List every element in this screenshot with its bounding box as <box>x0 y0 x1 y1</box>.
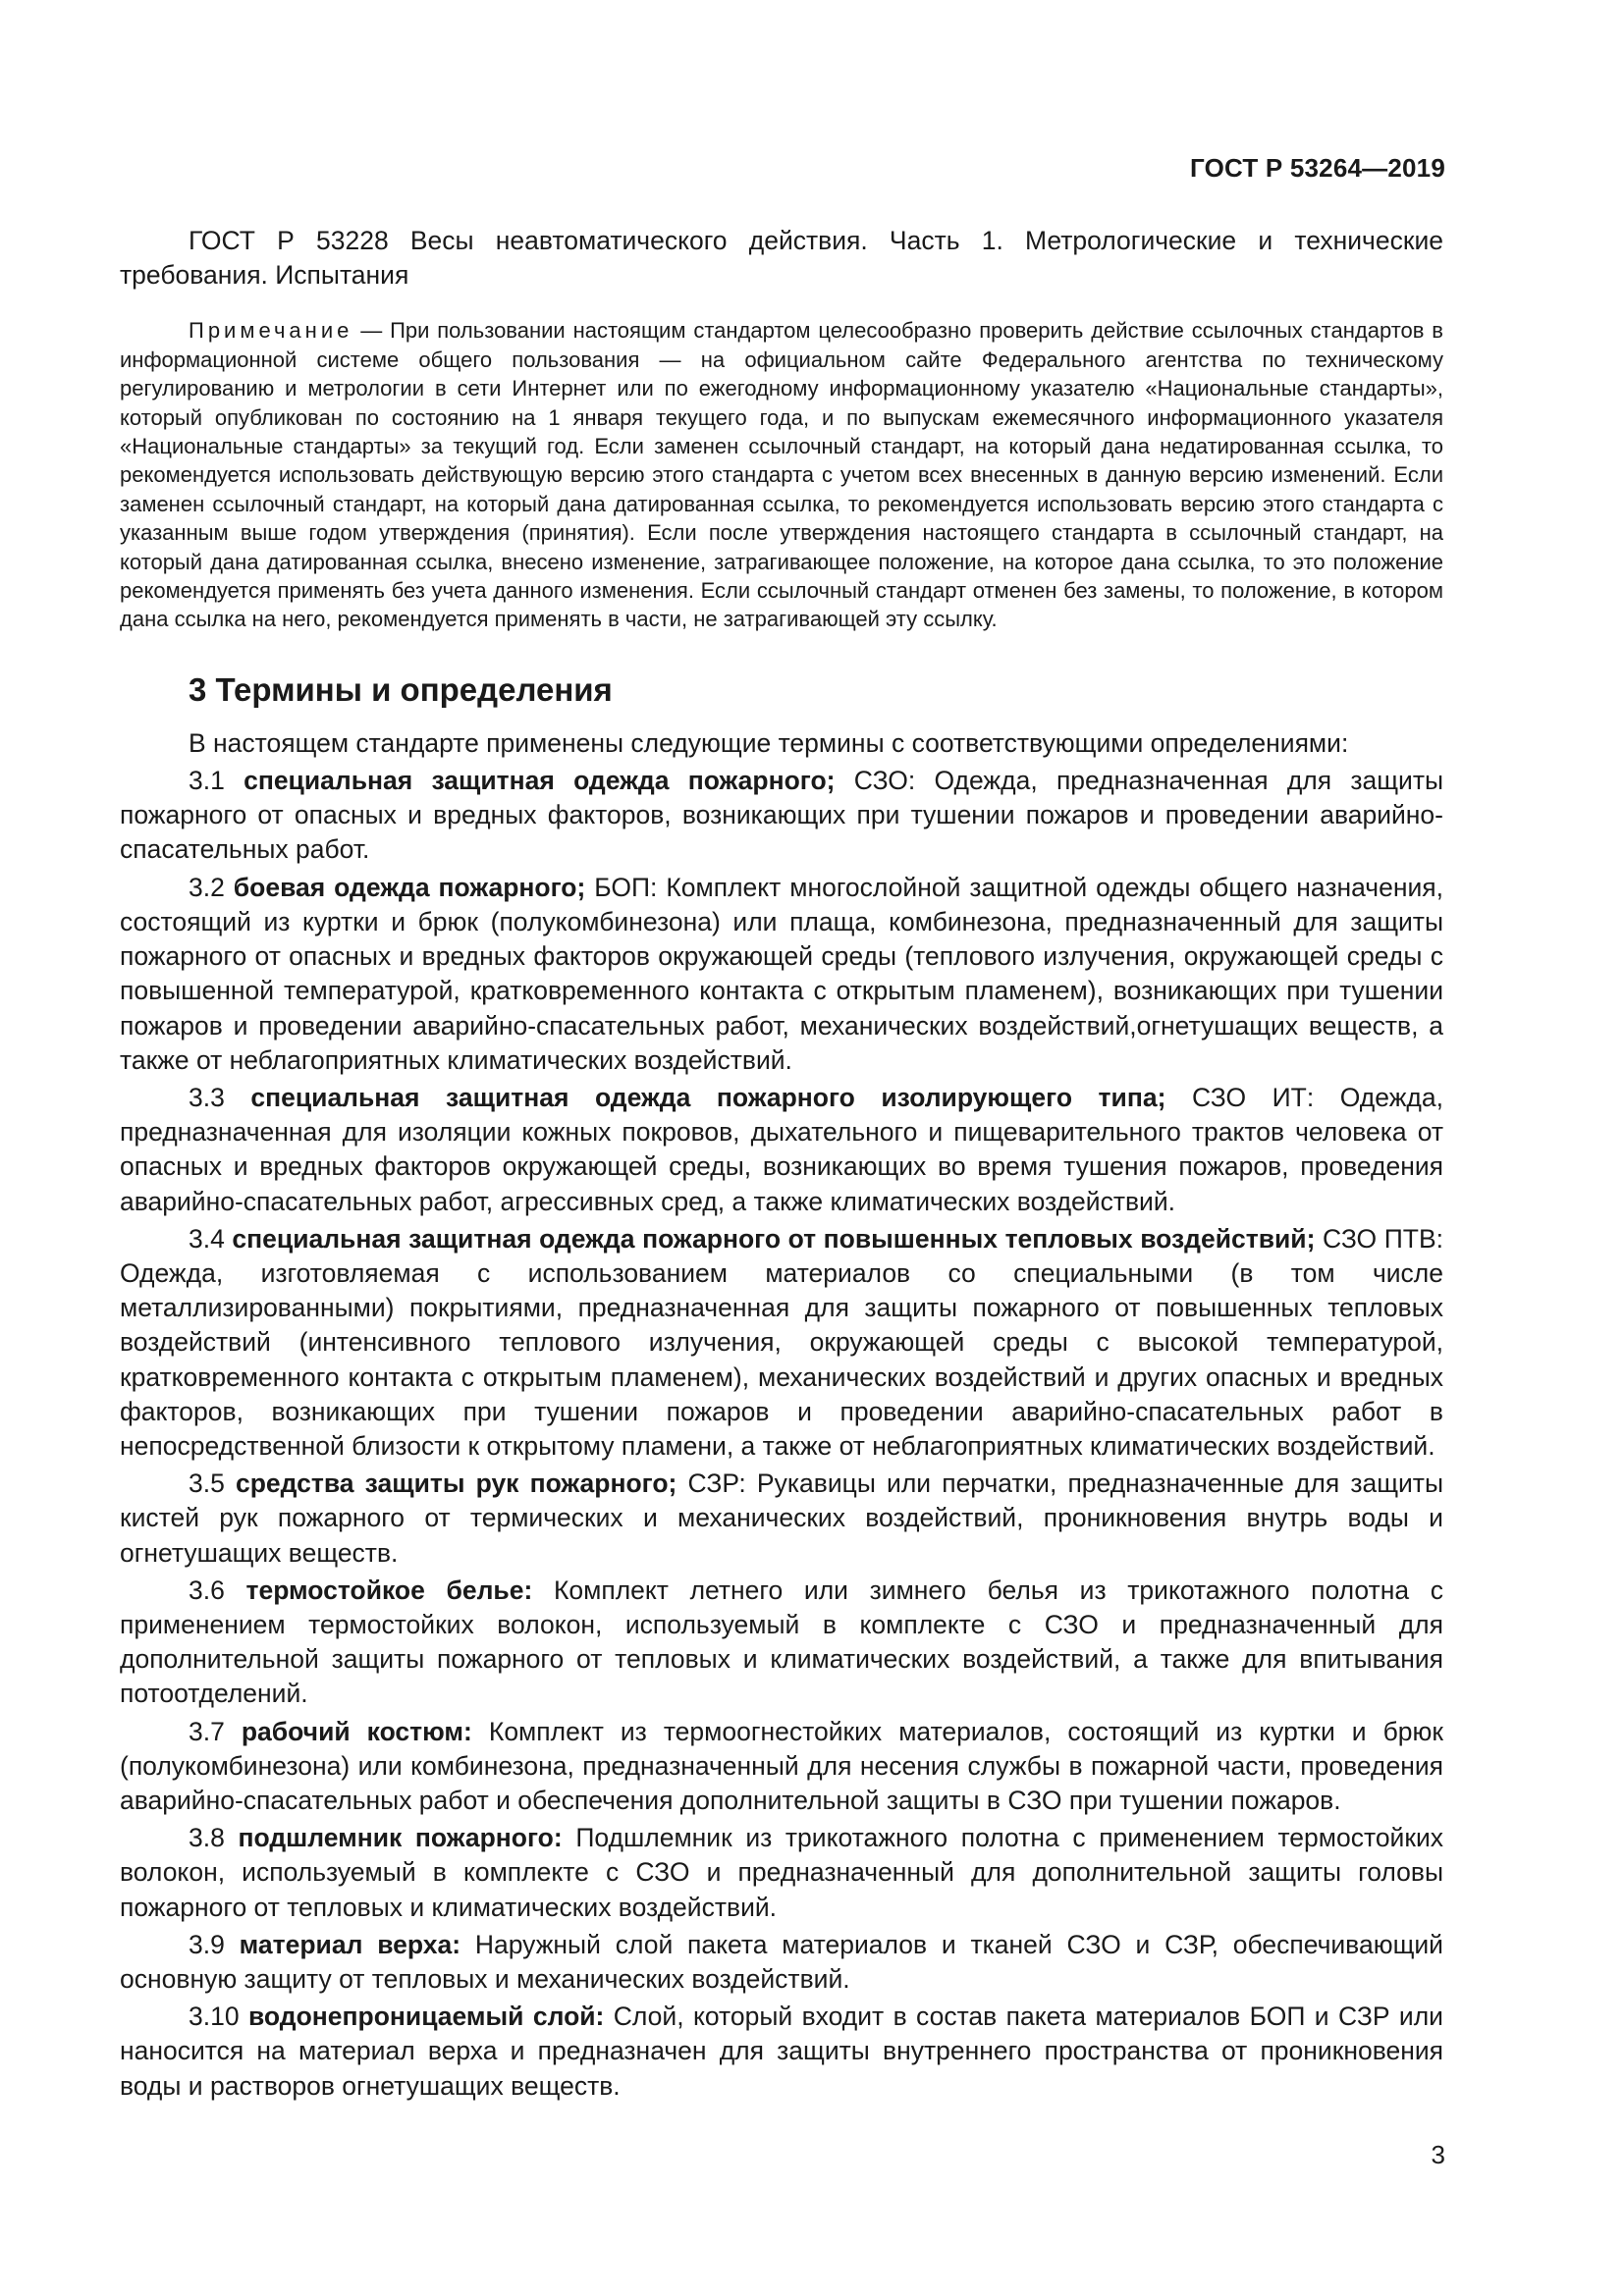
term-number: 3.9 <box>189 1929 240 1959</box>
term-entry <box>120 1222 1443 1464</box>
term-number: 3.10 <box>189 2002 248 2032</box>
normative-reference: ГОСТ Р 53228 Весы неавтоматического действия. Часть 1. Метрологические и технические требования. Испытания <box>120 226 1443 291</box>
term-number: 3.2 <box>189 872 234 902</box>
term-name: рабочий костюм: <box>241 1716 472 1746</box>
term-number: 3.5 <box>189 1468 236 1499</box>
term-number: 3.3 <box>189 1082 251 1112</box>
term-name: специальная защитная одежда пожарного от повышенных тепловых воздействий; <box>232 1223 1316 1254</box>
term-entry <box>120 871 1443 1078</box>
term-definition: Подшлемник из трикотажного полотна с применением термостойких волокон, используемый в комплекте с СЗО и предназначенный для дополнительной защиты головы пожарного от тепловых и климатических воздействий. <box>120 1823 1444 1922</box>
note-label: Примечание <box>189 318 353 344</box>
note-text: — При пользовании настоящим стандартом целесообразно проверить действие ссылочных стандартов в информационной системе общего пользования — на официальном сайте Федерального агентства по техническому регулированию и метрологии в сети Интернет или по ежегодному информационному указателю «Национальные стандарты», который опубликован по состоянию на 1 января текущего года, и по выпускам ежемесячного информационного указателя «Национальные стандарты» за текущий год. Если заменен ссылочный стандарт, на который дана недатированная ссылка, то рекомендуется использовать действующую версию этого стандарта с учетом всех внесенных в данную версию изменений. Если заменен ссылочный стандарт, на который дана датированная ссылка, то рекомендуется использовать версию этого стандарта с указанным выше годом утверждения (принятия). Если после утверждения настоящего стандарта в ссылочный стандарт, на который дана датированная ссылка, внесено изменение, затрагивающее положение, на которое дана ссылка, то это положение рекомендуется применять без учета данного изменения. Если ссылочный стандарт отменен без замены, то положение, в котором дана ссылка на него, рекомендуется применять в части, не затрагивающей эту ссылку. <box>120 318 1443 632</box>
note-paragraph <box>120 316 1443 633</box>
term-entry <box>120 1467 1443 1571</box>
term-number: 3.6 <box>189 1575 246 1605</box>
terms-list <box>120 764 1443 2104</box>
term-entry <box>120 1821 1443 1925</box>
section-heading: 3 Термины и определения <box>189 670 613 708</box>
term-name: средства защиты рук пожарного; <box>235 1468 677 1499</box>
term-number: 3.7 <box>189 1716 242 1746</box>
page-number: 3 <box>1431 2140 1445 2169</box>
term-number: 3.1 <box>189 766 244 796</box>
section-intro: В настоящем стандарте применены следующие термины с соответствующими определениями: <box>189 727 1349 758</box>
term-name: специальная защитная одежда пожарного; <box>244 766 836 796</box>
term-name: подшлемник пожарного: <box>238 1823 563 1853</box>
term-entry <box>120 764 1443 868</box>
term-entry <box>120 1574 1443 1712</box>
term-entry <box>120 2000 1443 2104</box>
term-definition: БОП: Комплект многослойной защитной одежды общего назначения, состоящий из куртки и брюк (полукомбинезона) или плаща, комбинезона, предназначенный для защиты пожарного от опасных и вредных факторов окружающей среды (теплового излучения, окружающей среды с повышенной температурой, кратковременного контакта с открытым пламенем), возникающих при тушении пожаров и проведении аварийно-спасательных работ, механических воздействий,огнетушащих веществ, а также от неблагоприятных климатических воздействий. <box>120 872 1443 1075</box>
term-definition: Наружный слой пакета материалов и тканей СЗО и СЗР, обеспечивающий основную защиту от тепловых и механических воздействий. <box>120 1929 1443 1994</box>
term-definition: СЗО ИТ: Одежда, предназначенная для изоляции кожных покровов, дыхательного и пищеварительного трактов человека от опасных и вредных факторов окружающей среды, возникающих во время тушения пожаров, проведения аварийно-спасательных работ, агрессивных сред, а также климатических воздействий. <box>120 1082 1443 1216</box>
term-definition: СЗО: Одежда, предназначенная для защиты пожарного от опасных и вредных факторов, возникающих при тушении пожаров и проведении аварийно-спасательных работ. <box>120 766 1444 865</box>
document-designation: ГОСТ Р 53264—2019 <box>1190 153 1445 183</box>
term-name: термостойкое белье: <box>245 1575 533 1605</box>
term-definition: СЗО ПТВ: Одежда, изготовляемая с использованием материалов со специальными (в том числе металлизированными) покрытиями, предназначенная для защиты пожарного от повышенных тепловых воздействий (интенсивного теплового излучения, окружающей среды с высокой температурой, кратковременного контакта с открытым пламенем), механических воздействий и других опасных и вредных факторов, возникающих при тушении пожаров и проведении аварийно-спасательных работ в непосредственной близости к открытому пламени, а также от неблагоприятных климатических воздействий. <box>120 1223 1444 1461</box>
term-definition: Слой, который входит в состав пакета материалов БОП и СЗР или наносится на материал верха и предназначен для защиты внутреннего пространства от проникновения воды и растворов огнетушащих веществ. <box>120 2002 1443 2101</box>
term-name: водонепроницаемый слой: <box>247 2002 605 2032</box>
term-number: 3.8 <box>189 1823 239 1853</box>
term-entry <box>120 1715 1443 1819</box>
term-definition: Комплект из термоогнестойких материалов, состоящий из куртки и брюк (полукомбинезона) или комбинезона, предназначенный для несения службы в пожарной части, проведения аварийно-спасательных работ и обеспечения дополнительной защиты в СЗО при тушении пожаров. <box>120 1716 1444 1815</box>
term-number: 3.4 <box>189 1223 233 1254</box>
term-definition: Комплект летнего или зимнего белья из трикотажного полотна с применением термостойких волокон, используемый в комплекте с СЗО и предназначенный для дополнительной защиты пожарного от тепловых и климатических воздействий, а также для впитывания потоотделений. <box>120 1575 1443 1709</box>
term-name: боевая одежда пожарного; <box>233 872 586 902</box>
page-content <box>120 224 1443 2107</box>
term-entry <box>120 1928 1443 1997</box>
term-name: специальная защитная одежда пожарного изолирующего типа; <box>250 1082 1166 1112</box>
term-definition: СЗР: Рукавицы или перчатки, предназначенные для защиты кистей рук пожарного от термических и механических воздействий, проникновения внутрь воды и огнетушащих веществ. <box>120 1468 1443 1568</box>
term-name: материал верха: <box>239 1929 461 1959</box>
term-entry <box>120 1081 1443 1219</box>
